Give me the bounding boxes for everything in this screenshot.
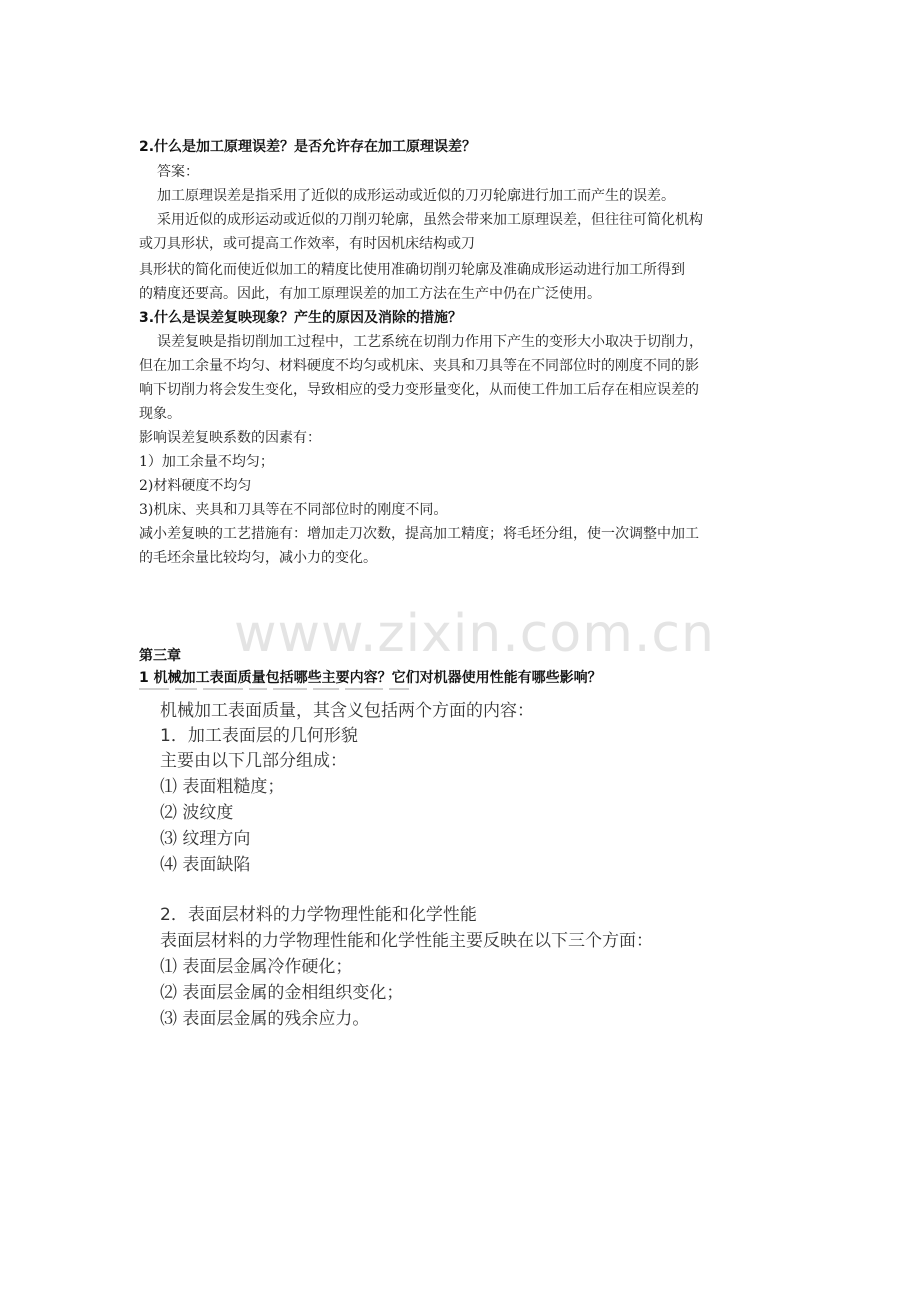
q3-title: 3.什么是误差复映现象？产生的原因及消除的措施？ xyxy=(139,310,463,326)
chapter-heading: 第三章 xyxy=(139,648,181,664)
watermark: www.zixin.com.cn xyxy=(234,604,715,664)
section-2-item: ⑶ 表面层金属的残余应力。 xyxy=(160,1009,370,1029)
surface-quality-intro: 机械加工表面质量，其含义包括两个方面的内容： xyxy=(160,701,534,721)
q2-title: 2.什么是加工原理误差？是否允许存在加工原理误差？ xyxy=(139,139,477,155)
q3-paragraph-line-2: 但在加工余量不均匀、材料硬度不均匀或机床、夹具和刀具等在不同部位时的刚度不同的影 xyxy=(139,358,699,374)
section-2-subtitle: 表面层材料的力学物理性能和化学性能主要反映在以下三个方面： xyxy=(160,931,653,951)
section-1-item: ⑶ 纹理方向 xyxy=(160,829,251,849)
section-1-item: ⑵ 波纹度 xyxy=(160,803,234,823)
factor-3: 3)机床、夹具和刀具等在不同部位时的刚度不同。 xyxy=(139,502,448,518)
q3-paragraph-line-1: 误差复映是指切削加工过程中，工艺系统在切削力作用下产生的变形大小取决于切削力， xyxy=(157,334,703,350)
q2-paragraph-2-line-2: 或刀具形状，或可提高工作效率，有时因机床结构或刀 xyxy=(139,236,475,252)
section-1-item: ⑴ 表面粗糙度； xyxy=(160,777,285,797)
factors-title: 影响误差复映系数的因素有： xyxy=(139,430,321,446)
measures-line-2: 的毛坯余量比较均匀，减小力的变化。 xyxy=(139,550,377,566)
measures-line-1: 减小差复映的工艺措施有：增加走刀次数，提高加工精度；将毛坯分组，使一次调整中加工 xyxy=(139,526,699,542)
factor-1: 1）加工余量不均匀； xyxy=(139,454,274,470)
section-2-title: 2．表面层材料的力学物理性能和化学性能 xyxy=(160,905,477,925)
section-1-subtitle: 主要由以下几部分组成： xyxy=(160,751,347,771)
q2-paragraph-1: 加工原理误差是指采用了近似的成形运动或近似的刀刃轮廓进行加工而产生的误差。 xyxy=(157,188,675,204)
q3-paragraph-line-4: 现象。 xyxy=(139,406,181,422)
answer-label: 答案： xyxy=(157,164,199,180)
section-1-title: 1．加工表面层的几何形貌 xyxy=(160,726,358,746)
q2-paragraph-2-line-1: 采用近似的成形运动或近似的刀削刃轮廓，虽然会带来加工原理误差，但往往可简化机构 xyxy=(157,212,703,228)
q2-paragraph-2-line-4: 的精度还要高。因此，有加工原理误差的加工方法在生产中仍在广泛使用。 xyxy=(139,286,601,302)
factor-2: 2)材料硬度不均匀 xyxy=(139,478,252,494)
section-2-item: ⑴ 表面层金属冷作硬化； xyxy=(160,957,353,977)
section-2-item: ⑵ 表面层金属的金相组织变化； xyxy=(160,983,404,1003)
section-1-item: ⑷ 表面缺陷 xyxy=(160,855,251,875)
chapter-q1-title: 1 机械加工表面质量包括哪些主要内容？它们对机器使用性能有哪些影响？ xyxy=(139,670,602,686)
q2-paragraph-2-line-3: 具形状的简化而使近似加工的精度比使用准确切削刃轮廓及准确成形运动进行加工所得到 xyxy=(139,262,685,278)
scan-strip xyxy=(139,688,479,696)
q3-paragraph-line-3: 响下切削力将会发生变化，导致相应的受力变形量变化，从而使工件加工后存在相应误差的 xyxy=(139,382,699,398)
